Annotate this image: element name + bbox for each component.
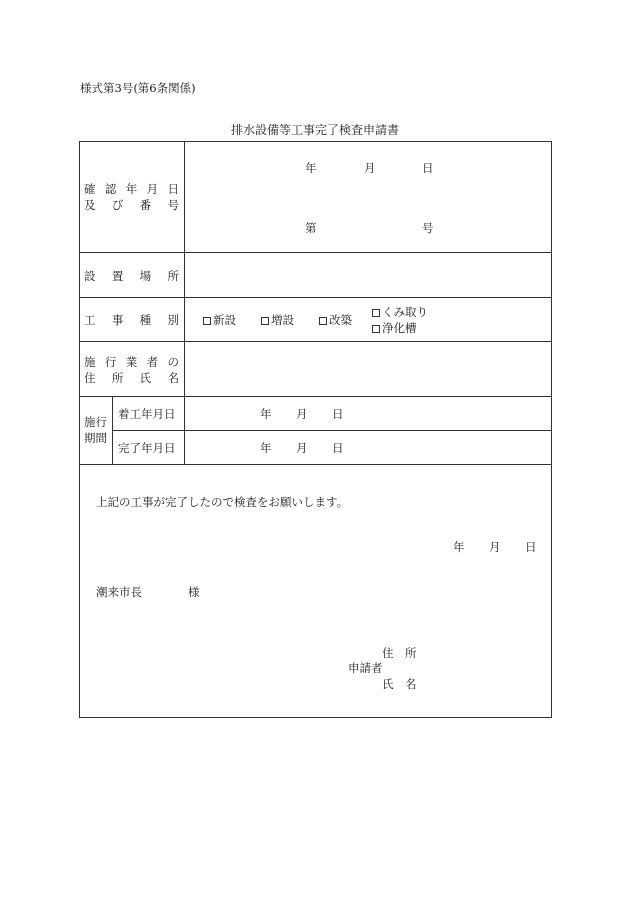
confirmation-label-line1: 確 認 年 月 日 xyxy=(84,182,179,196)
checkbox-icon[interactable] xyxy=(372,325,380,333)
work-type-option-septic-tank[interactable]: 浄化槽 xyxy=(372,320,417,336)
document-title: 排水設備等工事完了検査申請書 xyxy=(230,123,399,137)
contractor-label-line1: 施 行 業 者 の xyxy=(84,355,179,369)
work-type-option-renovation[interactable]: 改築 xyxy=(319,312,352,328)
honorific: 様 xyxy=(188,585,200,599)
row-divider xyxy=(80,464,551,465)
form-number: 様式第3号(第6条関係) xyxy=(80,81,196,95)
application-year: 年 xyxy=(453,540,465,554)
checkbox-icon[interactable] xyxy=(203,317,211,325)
name-label: 氏 名 xyxy=(382,677,417,691)
applicant-label: 申請者 xyxy=(348,661,383,675)
application-form-table xyxy=(79,141,552,718)
end-date-label: 完了年月日 xyxy=(118,441,176,455)
end-month: 月 xyxy=(296,441,308,455)
end-year: 年 xyxy=(260,441,272,455)
contractor-label-line2: 住 所 氏 名 xyxy=(84,371,179,385)
row-divider xyxy=(80,341,551,342)
confirmation-day: 日 xyxy=(422,161,434,175)
confirmation-number-suffix: 号 xyxy=(422,221,434,235)
location-field[interactable] xyxy=(186,254,548,295)
application-month: 月 xyxy=(489,540,501,554)
work-type-option-pit[interactable]: くみ取り xyxy=(372,304,428,320)
addressee: 潮来市長 xyxy=(96,585,142,599)
statement-text: 上記の工事が完了したので検査をお願いします。 xyxy=(96,495,349,509)
work-type-option-extension[interactable]: 増設 xyxy=(261,312,294,328)
confirmation-number-prefix: 第 xyxy=(305,221,317,235)
start-month: 月 xyxy=(296,407,308,421)
confirmation-month: 月 xyxy=(364,161,376,175)
confirmation-year: 年 xyxy=(305,161,317,175)
checkbox-icon[interactable] xyxy=(319,317,327,325)
confirmation-label-line2: 及 び 番 号 xyxy=(84,198,179,212)
location-label: 設 置 場 所 xyxy=(84,269,179,283)
application-day: 日 xyxy=(525,540,537,554)
start-day: 日 xyxy=(332,407,344,421)
address-label: 住 所 xyxy=(382,646,417,660)
checkbox-icon[interactable] xyxy=(261,317,269,325)
column-divider xyxy=(184,142,185,464)
row-divider xyxy=(80,252,551,253)
period-label-line1: 施行 xyxy=(84,415,107,429)
row-divider xyxy=(80,396,551,397)
row-divider xyxy=(80,297,551,298)
end-day: 日 xyxy=(332,441,344,455)
checkbox-icon[interactable] xyxy=(372,309,380,317)
start-date-label: 着工年月日 xyxy=(118,407,176,421)
row-divider xyxy=(112,430,551,431)
work-type-option-new[interactable]: 新設 xyxy=(203,312,236,328)
start-year: 年 xyxy=(260,407,272,421)
contractor-field[interactable] xyxy=(186,343,548,394)
work-type-label: 工 事 種 別 xyxy=(84,313,179,327)
period-label-line2: 期間 xyxy=(84,431,107,445)
column-divider xyxy=(112,396,113,464)
